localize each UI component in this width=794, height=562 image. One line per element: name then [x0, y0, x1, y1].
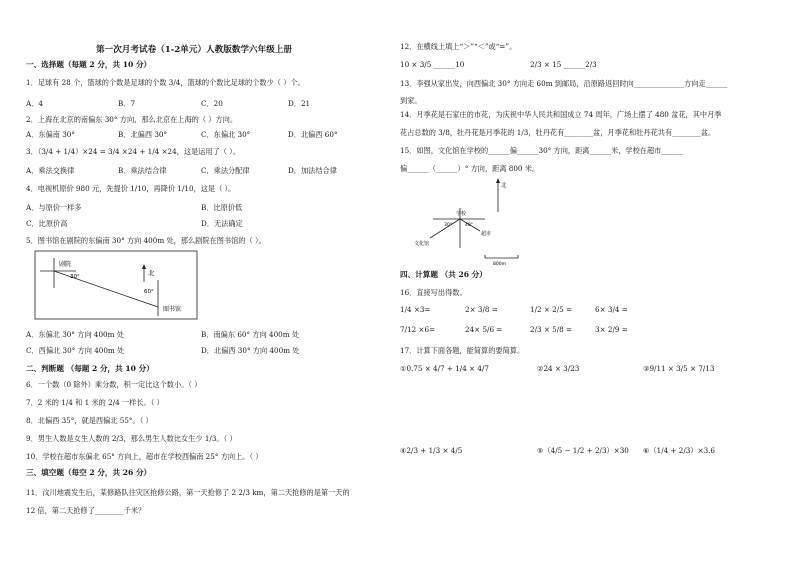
oral-calc-4: 6× 3/4 = [595, 305, 628, 314]
section-calc-heading: 四、计算题 （共 26 分） [400, 270, 487, 279]
school-label: 学校 [456, 211, 467, 217]
fill-11-line1: 11．汶川地震发生后，某修路队往灾区抢修公路，第一天抢修了 2 2/3 km，第二天抢修的是第一天的 [26, 488, 350, 497]
q2-option-a[interactable]: A．东偏南 30° [26, 130, 75, 139]
oral-calc-7: 2/3 × 5/8 = [530, 325, 573, 334]
section-fill-heading: 三、填空题（每空 2 分，共 26 分） [26, 468, 152, 477]
angle-60-label: 60° [144, 289, 154, 295]
scale-label: 800m [493, 262, 506, 266]
fill-11-line2: 12 倍，第二天抢修了________千米？ [26, 506, 146, 515]
q4-option-b[interactable]: B．比原价低 [201, 203, 243, 212]
judge-7: 7．2 米的 1/4 和 1 米的 2/4 一样长。（ ） [26, 398, 164, 407]
theater-label: 剧院 [59, 261, 72, 268]
q3-option-a[interactable]: A．乘法交换律 [26, 166, 75, 175]
q5-option-b[interactable]: B．南偏东 60° 方向 400m 处 [201, 330, 300, 339]
judge-10: 10．学校在超市东偏北 65° 方向上，超市在学校西偏南 25° 方向上。（ ） [26, 452, 263, 461]
oral-calc-2: 2× 3/8 = [465, 305, 498, 314]
calc-17-item-4: ④2/3 + 1/3 × 4/5 [400, 446, 463, 455]
oral-calc-8: 3× 2/9 = [595, 325, 628, 334]
q4-option-c[interactable]: C．比原价高 [26, 219, 68, 228]
question-3: 3．（3/4 + 1/4）×24 = 3/4 ×24 + 1/4 ×24，这是运用了（ ）。 [26, 147, 241, 156]
culture-hall-label: 文化馆 [414, 241, 430, 247]
fill-13-line1: 13．李强从家出发，向西偏北 30° 方向走 60m 到邮局，沿原路返回时向______________方向走______ [400, 79, 728, 88]
q1-option-c[interactable]: C．20 [201, 99, 223, 108]
fill-12-b[interactable]: 2/3 × 15 ______2/3 [530, 60, 597, 69]
school-culture-line [430, 219, 460, 238]
q2-option-d[interactable]: D．北偏西 60° [288, 130, 338, 139]
q2-option-b[interactable]: B．北偏西 30° [118, 130, 168, 139]
north-arrow-head [496, 178, 500, 183]
calc-17: 17．计算下面各题，能简算的要简算。 [400, 346, 525, 355]
q3-option-b[interactable]: B．乘法结合律 [118, 166, 167, 175]
calc-17-item-6: ⑥（1/4 + 2/3）×3.6 [643, 446, 715, 455]
oral-calc-3: 1/2 × 2/5 = [530, 305, 573, 314]
north-arrow-head [142, 264, 146, 269]
question-2: 2．上海在北京的南偏东 30° 方向，那么北京在上海的（ ）方向。 [26, 115, 238, 124]
q2-option-c[interactable]: C．东偏北 30° [201, 130, 251, 139]
north-label: 北 [501, 183, 507, 189]
angle-40-label: 40° [465, 223, 473, 228]
q1-option-d[interactable]: D．21 [288, 99, 311, 108]
section-choice-heading: 一、选择题（每题 2 分，共 10 分） [26, 60, 152, 69]
calc-17-item-3: ③9/11 × 3/5 × 7/13 [643, 364, 715, 373]
q15-map-figure [400, 176, 540, 266]
q5-option-c[interactable]: C．西偏北 30° 方向 400m 处 [26, 346, 125, 355]
fill-14-line2: 花占总数的 3/8，牡丹花是月季花的 1/3，牡丹花有________盆，月季花和牡丹花共有________盆。 [400, 128, 716, 137]
market-label: 超市 [481, 231, 492, 237]
fill-15-line2: 偏______（______）° 方向，距离 800 米。 [400, 164, 540, 173]
q4-option-a[interactable]: A．与原价一样多 [26, 203, 82, 212]
q1-option-a[interactable]: A．4 [26, 99, 43, 108]
judge-9: 9．男生人数是女生人数的 2/3，那么男生人数比女生少 1/3。（ ） [26, 434, 237, 443]
oral-calc-6: 24× 5/6 = [465, 325, 503, 334]
fill-15-line1: 15．如图，文化馆在学校的______偏______30° 方向，距离______米，学校在超市______ [400, 146, 683, 155]
angle-30-label: 30° [444, 223, 452, 228]
fill-14-line1: 14．月季花是石家庄的市花，为庆祝中华人民共和国成立 74 周年，广场上摆了 480 盆花，其中月季 [400, 110, 722, 119]
calc-17-item-2: ②24 × 3/23 [537, 364, 580, 373]
angle-30-label: 30° [70, 274, 80, 280]
fill-13-line2: 到家。 [400, 96, 422, 105]
oral-calc-5: 7/12 ×6= [400, 325, 436, 334]
judge-8: 8．北偏西 35°，就是西偏北 55°。（ ） [26, 416, 153, 425]
section-judge-heading: 二、判断题 （每题 2 分，共 10 分） [26, 364, 154, 373]
q1-option-b[interactable]: B．7 [118, 99, 136, 108]
q5-option-a[interactable]: A．东偏北 30° 方向 400m 处 [26, 330, 124, 339]
north-label: 北 [148, 269, 155, 277]
judge-6: 6．一个数（0 除外）乘分数，积一定比这个数小。（ ） [26, 380, 202, 389]
q5-option-d[interactable]: D．北偏西 30° 方向 400m 处 [201, 346, 300, 355]
library-label: 图书馆 [163, 306, 182, 313]
calc-17-item-5: ⑤（4/5 − 1/2 + 2/3）×30 [537, 446, 629, 455]
q3-option-c[interactable]: C．乘法分配律 [201, 166, 250, 175]
q4-option-d[interactable]: D．无法确定 [201, 219, 243, 228]
calc-17-item-1: ①0.75 × 4/7 + 1/4 × 4/7 [400, 364, 489, 373]
oral-calc-1: 1/4 ×3= [400, 305, 431, 314]
fill-12: 12．在横线上填上“＞”“＜”或“=”。 [400, 42, 517, 51]
q3-option-d[interactable]: D．加法结合律 [288, 166, 337, 175]
fill-12-a[interactable]: 10 × 3/5 ______10 [400, 60, 465, 69]
q5-map-figure [34, 250, 214, 322]
question-4: 4．电视机原价 980 元，先提价 1/10，再降价 1/10，这是（ ）。 [26, 184, 236, 193]
exam-title: 第一次月考试卷（1-2单元）人教版数学六年级上册 [96, 45, 292, 55]
question-1: 1．足球有 28 个，篮球的个数是足球的个数 3/4，篮球的个数比足球的个数少（ ）个。 [26, 78, 305, 87]
question-5: 5．图书馆在剧院的东偏南 30° 方向 400m 处，那么剧院在图书馆的（ ）。 [26, 236, 266, 245]
calc-16: 16．直接写出得数。 [400, 288, 467, 297]
